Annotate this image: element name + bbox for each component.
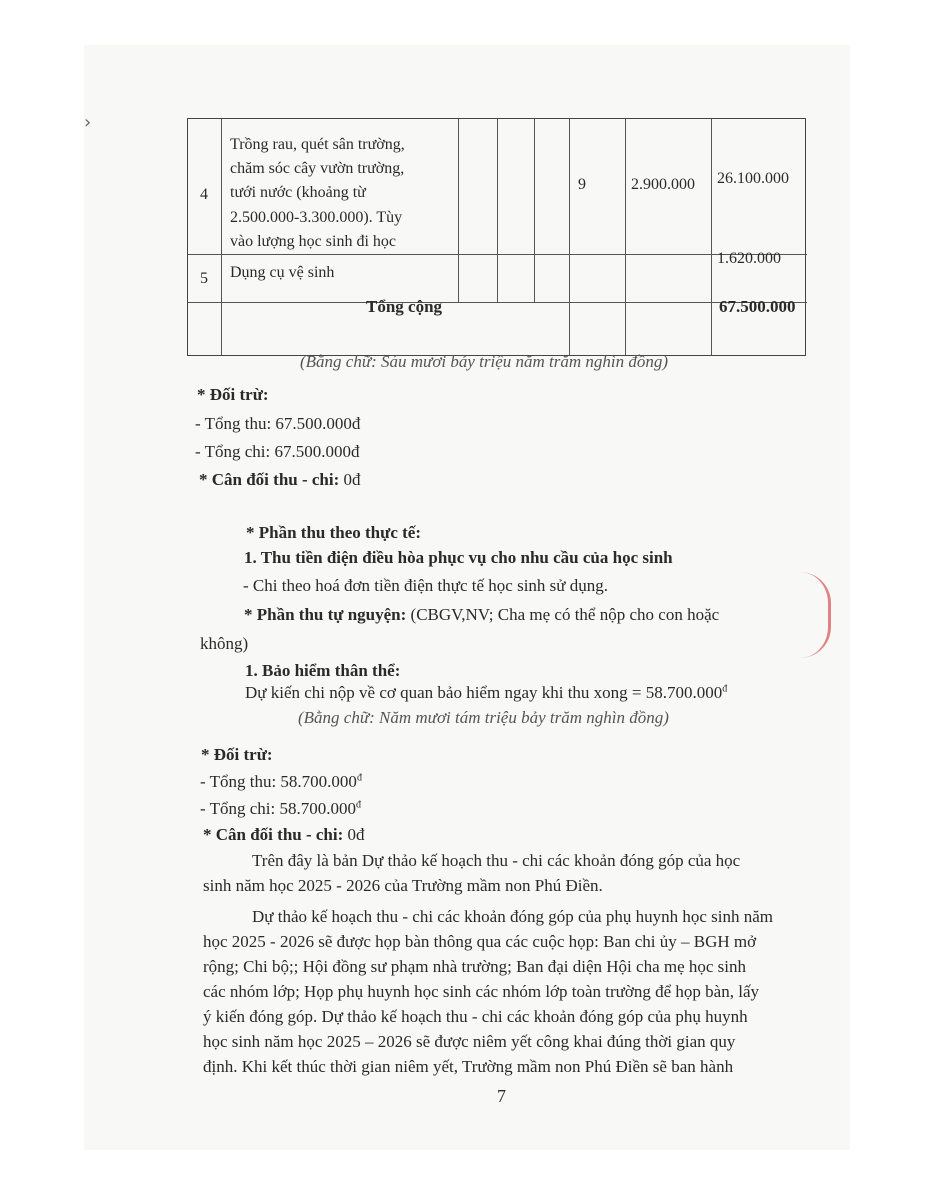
balance-label: * Cân đối thu - chi: <box>199 470 340 489</box>
total-income <box>200 772 362 792</box>
section-heading: * Phần thu theo thực tế: <box>246 523 422 542</box>
item-title: 1. Bảo hiểm thân thể: <box>245 661 401 680</box>
total-amount: 67.500.000 <box>719 297 796 316</box>
row-amount: 26.100.000 <box>717 170 789 187</box>
balance-label: * Cân đối thu - chi: <box>203 825 344 844</box>
currency-sup: đ <box>356 772 362 784</box>
balance-value: 0đ <box>343 825 365 844</box>
row-content-line: chăm sóc cây vườn trường, <box>230 160 405 177</box>
paragraph-line: học sinh năm học 2025 – 2026 sẽ được niêm yết công khai đúng thời gian quy <box>203 1032 736 1051</box>
total-income-text: - Tổng thu: 58.700.000 <box>200 772 357 791</box>
paragraph-line: ý kiến đóng góp. Dự thảo kế hoạch thu - chi các khoản đóng góp của phụ huynh <box>203 1007 748 1026</box>
total-expense: - Tổng chi: 67.500.000đ <box>195 442 360 461</box>
row-number: 5 <box>200 270 208 287</box>
paragraph-line: sinh năm học 2025 - 2026 của Trường mầm non Phú Điền. <box>203 876 603 895</box>
row-amount: 1.620.000 <box>717 250 781 267</box>
total-expense-text: - Tổng chi: 58.700.000 <box>200 799 356 818</box>
balance-line <box>203 825 365 845</box>
item-title: 1. Thu tiền điện điều hòa phục vụ cho nhu cầu của học sinh <box>244 548 673 567</box>
paragraph-line: các nhóm lớp; Họp phụ huynh học sinh các nhóm lớp toàn trường để họp bàn, lấy <box>203 982 759 1001</box>
balance-value: 0đ <box>339 470 361 489</box>
item-description-text: Dự kiến chi nộp về cơ quan bảo hiểm ngay khi thu xong = 58.700.000 <box>245 683 723 702</box>
total-expense <box>200 799 361 819</box>
paragraph-line: rộng; Chi bộ;; Hội đồng sư phạm nhà trường; Ban đại diện Hội cha mẹ học sinh <box>203 957 747 976</box>
offset-heading: * Đối trừ: <box>201 745 273 764</box>
row-content-line: tưới nước (khoảng từ <box>230 184 366 201</box>
currency-sup: đ <box>722 683 728 695</box>
row-quantity: 9 <box>578 176 586 193</box>
row-unit-price: 2.900.000 <box>631 176 695 193</box>
row-content-line: 2.500.000-3.300.000). Tùy <box>230 209 403 226</box>
currency-sup: đ <box>355 799 361 811</box>
section-heading: * Phần thu tự nguyện: <box>244 605 407 624</box>
voluntary-note: (CBGV,NV; Cha mẹ có thể nộp cho con hoặc <box>410 605 720 624</box>
paragraph-line: định. Khi kết thúc thời gian niêm yết, Trường mầm non Phú Điền sẽ ban hành <box>203 1057 734 1076</box>
offset-heading: * Đối trừ: <box>197 385 269 404</box>
item-description <box>245 683 727 703</box>
voluntary-note-cont: không) <box>200 634 249 653</box>
amount-in-words: (Bằng chữ: Năm mươi tám triệu bảy trăm nghìn đồng) <box>298 708 669 727</box>
balance-line <box>199 470 361 490</box>
row-number: 4 <box>200 186 208 203</box>
row-content-line: vào lượng học sinh đi học <box>230 233 396 250</box>
paragraph-line: học 2025 - 2026 sẽ được họp bàn thông qua các cuộc họp: Ban chi ủy – BGH mở <box>203 932 757 951</box>
page-number: 7 <box>497 1086 506 1106</box>
total-label: Tổng cộng <box>366 297 443 316</box>
item-description: - Chi theo hoá đơn tiền điện thực tế học sinh sử dụng. <box>243 576 609 595</box>
amount-in-words: (Bằng chữ: Sáu mươi bảy triệu năm trăm nghìn đồng) <box>300 352 669 371</box>
paragraph-line: Trên đây là bản Dự thảo kế hoạch thu - chi các khoản đóng góp của học <box>252 851 741 870</box>
margin-mark: › <box>84 112 92 133</box>
row-content-line: Dụng cụ vệ sinh <box>230 264 335 281</box>
expense-table <box>187 118 806 356</box>
voluntary-line <box>244 605 719 625</box>
paragraph-line: Dự thảo kế hoạch thu - chi các khoản đóng góp của phụ huynh học sinh năm <box>252 907 773 926</box>
total-income: - Tổng thu: 67.500.000đ <box>195 414 361 433</box>
row-content-line: Trồng rau, quét sân trường, <box>230 136 405 153</box>
